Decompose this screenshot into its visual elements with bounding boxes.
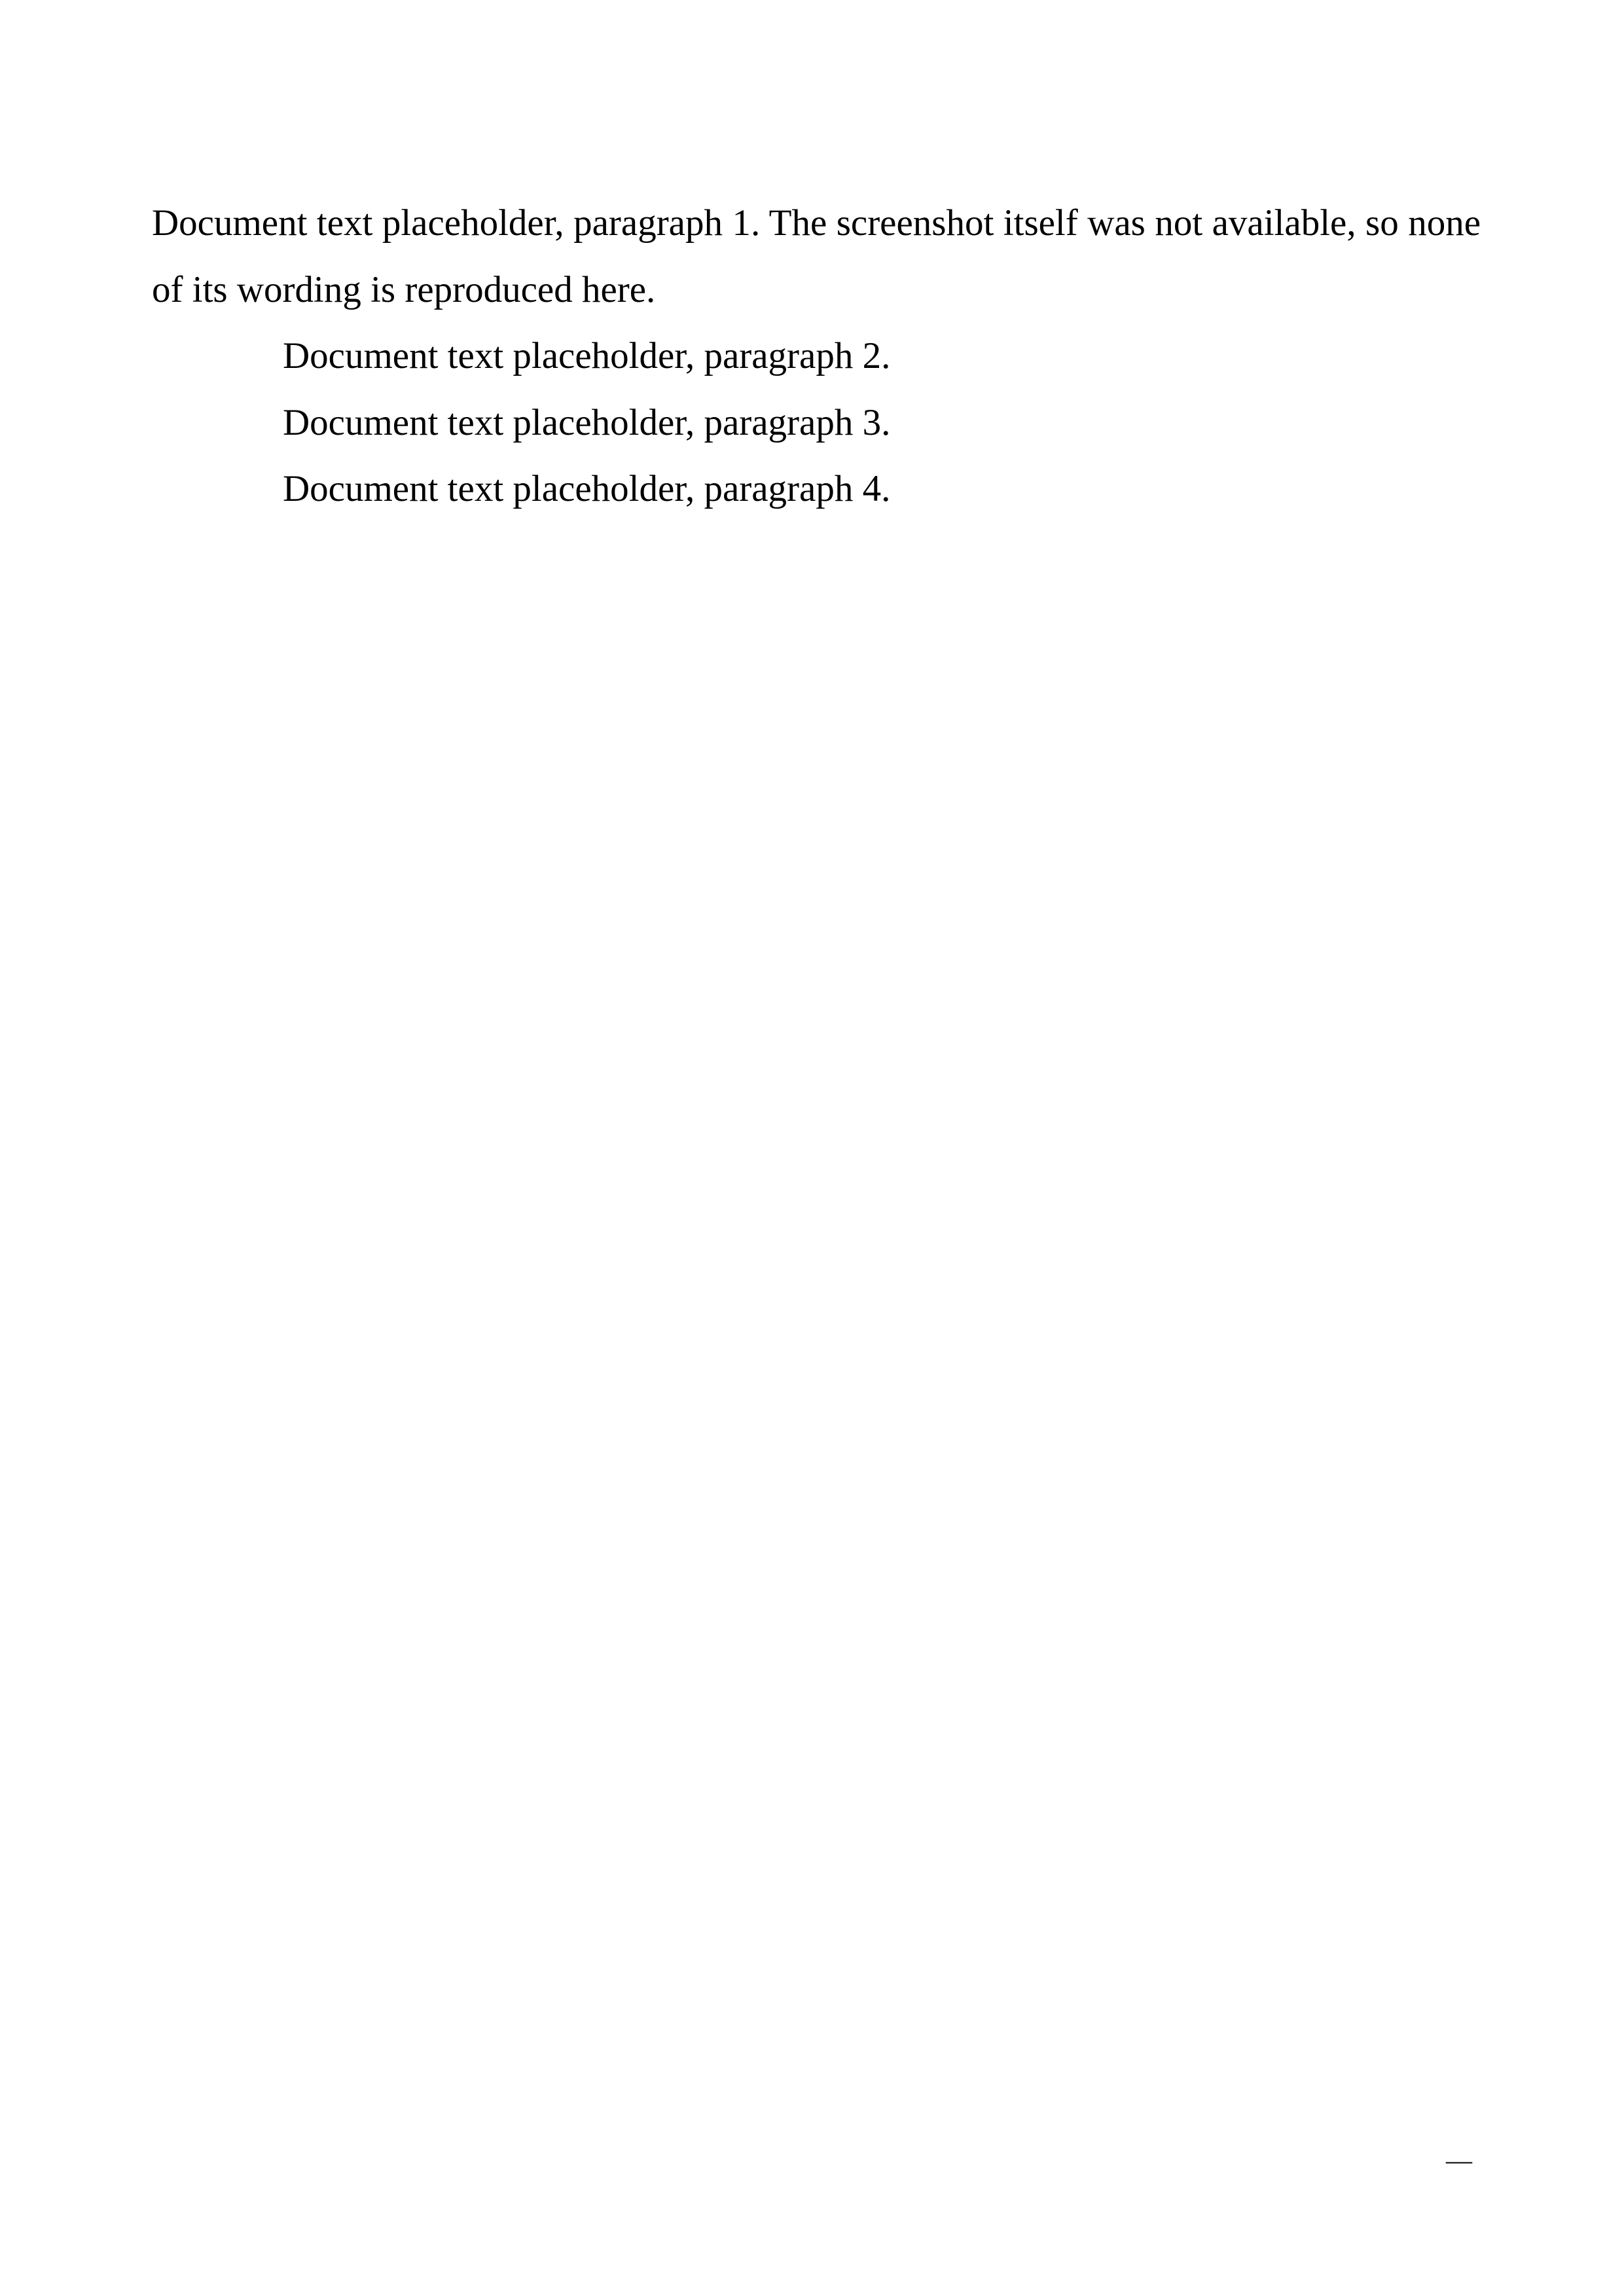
paragraph-4: Document text placeholder, paragraph 4.: [283, 468, 891, 509]
paragraph-3: Document text placeholder, paragraph 3.: [283, 401, 891, 443]
paragraph-continuation: Document text placeholder, paragraph 1. The screenshot itself was not available, so none of its wording is reproduced here.: [152, 202, 1481, 310]
paragraph-2: Document text placeholder, paragraph 2.: [283, 335, 891, 376]
body-text: [152, 190, 1481, 522]
page-number: —: [1446, 2145, 1472, 2175]
